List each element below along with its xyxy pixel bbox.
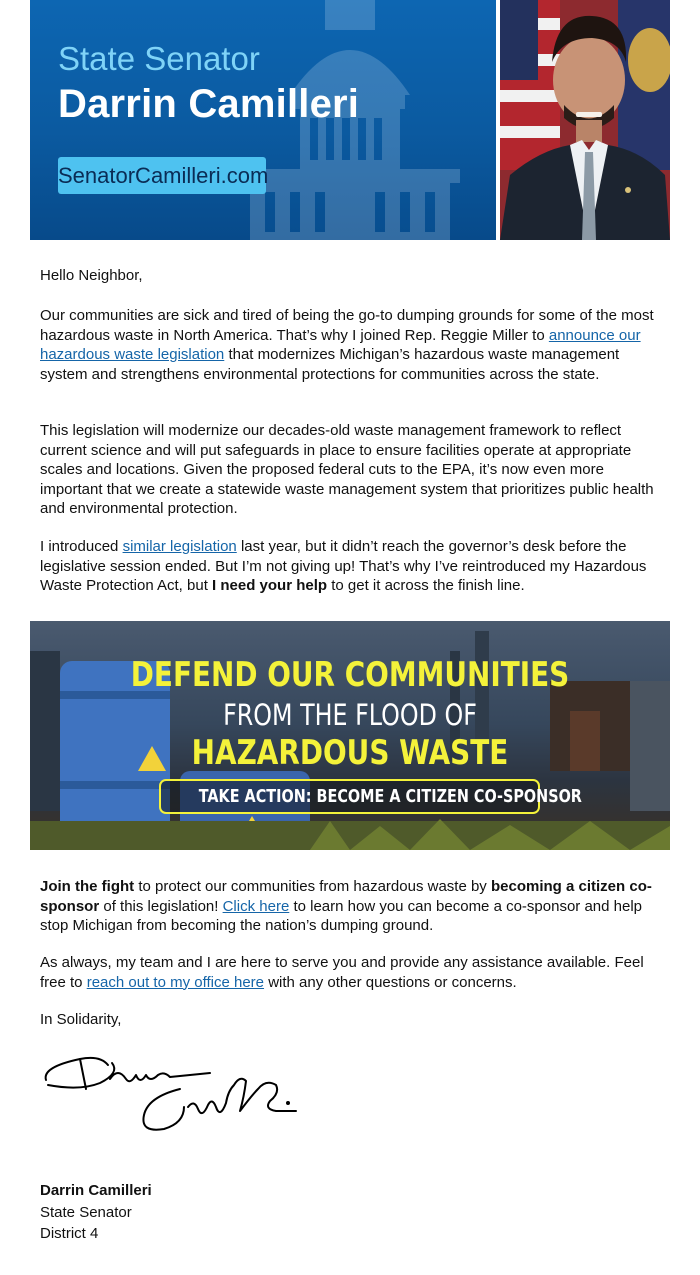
greeting: Hello Neighbor, (40, 267, 143, 284)
cosponsor-button-label: TAKE ACTION: BECOME A CITIZEN CO-SPONSOR (198, 786, 582, 807)
become-cosponsor-button[interactable] (159, 779, 582, 814)
signature-title: State Senator (40, 1203, 132, 1221)
signature-district: District 4 (40, 1225, 99, 1242)
take-action-banner[interactable] (30, 621, 670, 850)
paragraph-modernize: This legislation will modernize our decades-old waste management framework to reflect current science and will put safeguards in place to ensure facilities operate at appropriate scales and locations. Given the proposed federal cuts to the EPA, it’s now even more important that we create a statewide waste management system that prioritizes public health and environmental protection. (40, 422, 654, 517)
paragraph-join-fight: Join the fight to protect our communities from hazardous waste by becoming a citizen co-sponsor of this legislation! Click here to learn how you can become a co-sponsor and help stop Michigan from becoming the nation’s dumping ground. (40, 878, 652, 934)
cta-headline-line2: FROM THE FLOOD OF (223, 698, 477, 732)
signature-name: Darrin Camilleri (40, 1182, 152, 1199)
signature-block (40, 1180, 152, 1245)
similar-legislation-link[interactable]: similar legislation (122, 538, 237, 555)
click-here-link[interactable]: Click here (222, 897, 290, 915)
header-blue-panel (30, 0, 496, 240)
cta-headline-line3: HAZARDOUS WASTE (191, 733, 509, 773)
signoff: In Solidarity, (40, 1011, 122, 1028)
senator-portrait (500, 0, 670, 240)
announce-legislation-link[interactable]: announce our hazardous waste legislation (40, 326, 641, 363)
paragraph-announcement: Our communities are sick and tired of being the go-to dumping grounds for some of the most hazardous waste in North America. That’s why I joined Rep. Reggie Miller to announce our hazardous waste legislation that modernizes Michigan’s hazardous waste management system and strengthens environmental protections for communities across the state. (40, 307, 654, 383)
paragraph-introduced: I introduced similar legislation last year, but it didn’t reach the governor’s desk before the legislative session ended. But I’m not giving up! That’s why I’ve reintroduced my Hazardous Waste Protection Act, but I need your help to get it across the finish line. (40, 538, 647, 594)
website-link[interactable]: SenatorCamilleri.com (58, 157, 266, 194)
paragraph-contact: As always, my team and I are here to serve you and provide any assistance available. Feel free to reach out to my office here with any other questions or concerns. (40, 954, 644, 991)
handwritten-signature (40, 1045, 300, 1140)
reach-out-office-link[interactable]: reach out to my office here (86, 973, 265, 991)
header-subtitle: State Senator (58, 40, 260, 77)
header-banner (30, 0, 670, 240)
header-name: Darrin Camilleri (58, 82, 360, 126)
portrait-graphic (500, 0, 670, 240)
cta-headline-line1: DEFEND OUR COMMUNITIES (130, 655, 570, 695)
